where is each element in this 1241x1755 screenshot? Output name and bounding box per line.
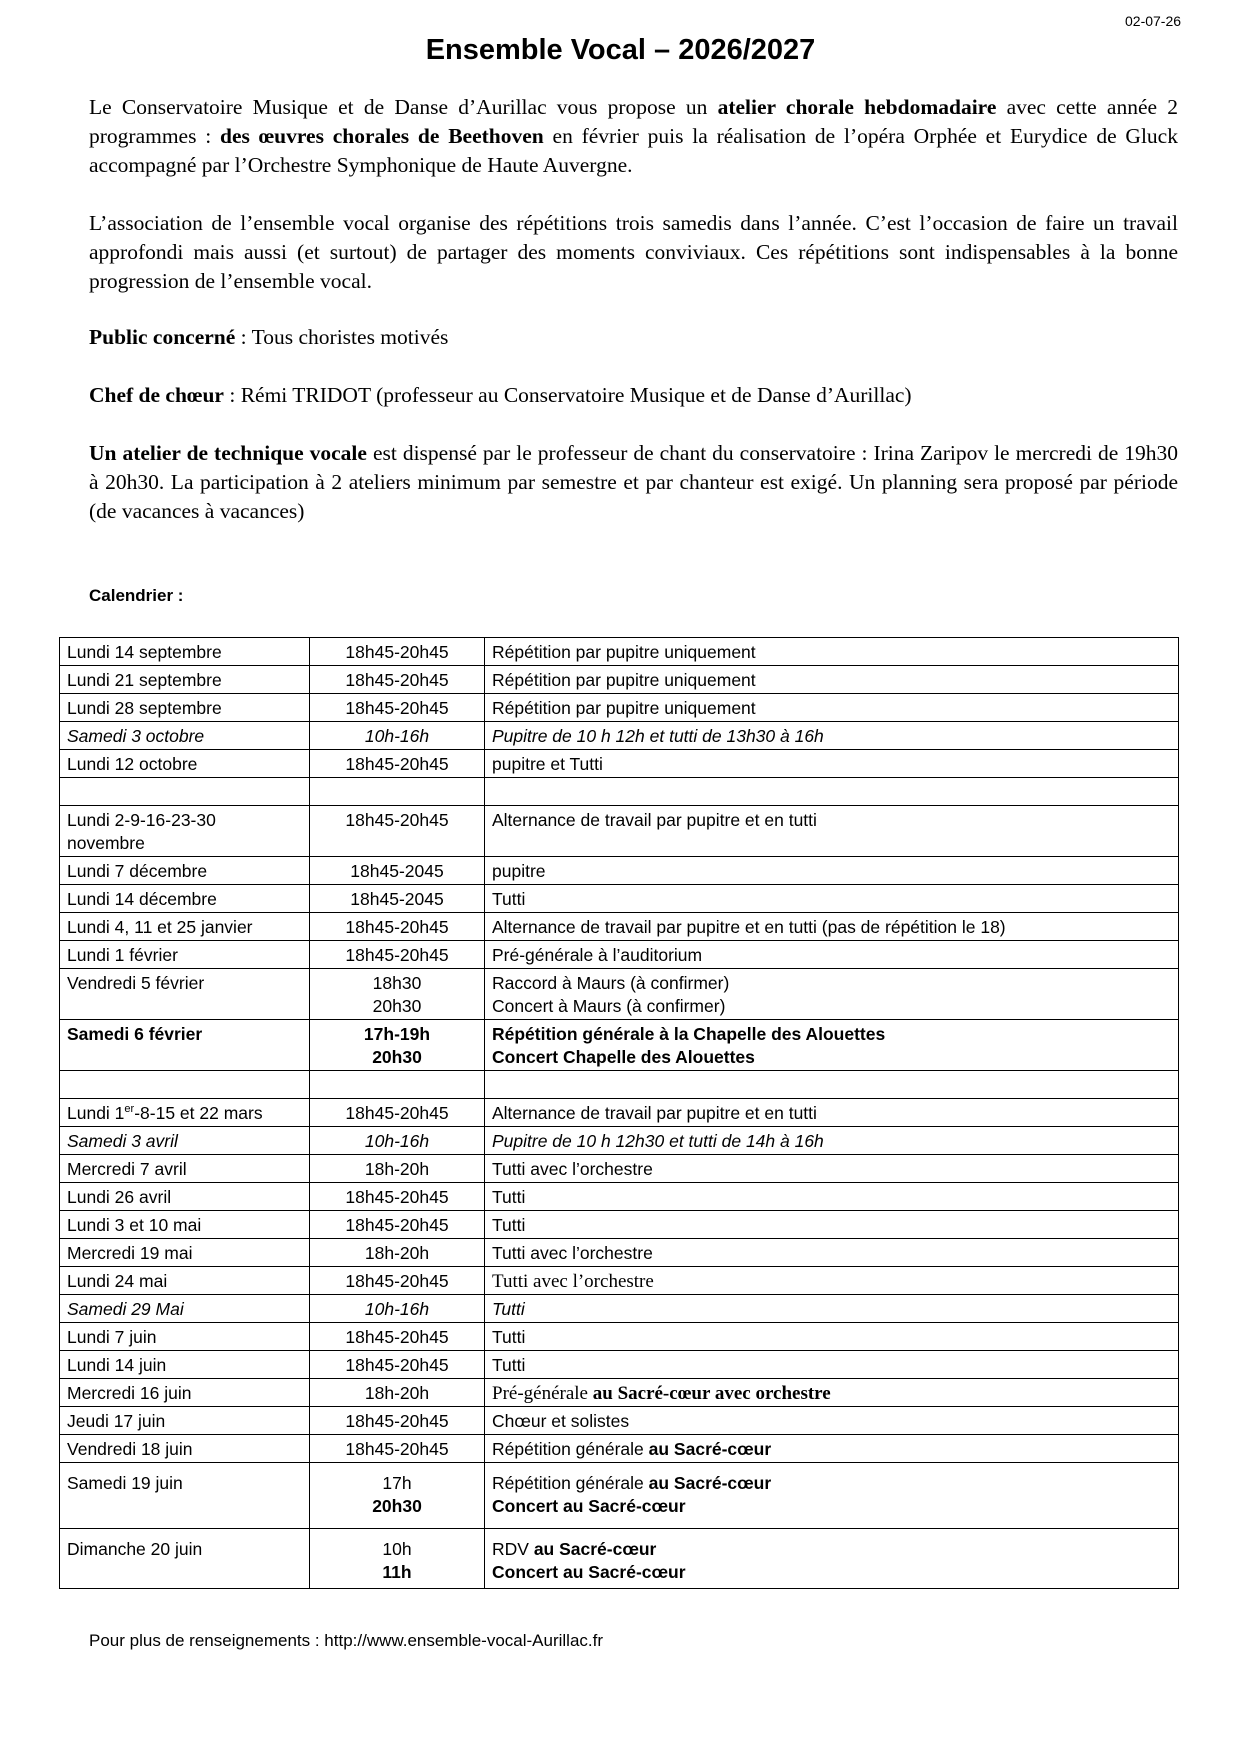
- description-cell: Tutti: [485, 1211, 1179, 1239]
- table-row: [60, 1127, 1179, 1155]
- time-line: 10h: [382, 1539, 412, 1559]
- day-cell: Lundi 7 décembre: [60, 857, 310, 885]
- day-cell: Samedi 29 Mai: [60, 1295, 310, 1323]
- description-cell: Alternance de travail par pupitre et en tutti: [485, 1099, 1179, 1127]
- description-cell: [485, 1463, 1179, 1529]
- empty-cell: [60, 778, 310, 806]
- day-cell: Samedi 19 juin: [60, 1463, 310, 1529]
- table-row: [60, 941, 1179, 969]
- time-cell: 18h45-20h45: [310, 913, 485, 941]
- table-row: [60, 913, 1179, 941]
- association-paragraph: L’association de l’ensemble vocal organise des répétitions trois samedis dans l’année. C’est l’occasion de faire un travail approfondi mais aussi (et surtout) de partager des moments conviviaux. Ces répétitions sont indispensables à la bonne progression de l’ensemble vocal.: [89, 211, 1178, 293]
- day-cell: Lundi 28 septembre: [60, 694, 310, 722]
- description-line: Concert à Maurs (à confirmer): [492, 996, 726, 1016]
- time-line: 20h30: [372, 996, 422, 1016]
- time-cell: 18h-20h: [310, 1155, 485, 1183]
- intro-paragraph: Le Conservatoire Musique et de Danse d’Aurillac vous propose un atelier chorale hebdomadaire avec cette année 2 programmes : des œuvres chorales de Beethoven en février puis la réalisation de l’opéra Orphée et Eurydice de Gluck accompagné par l’Orchestre Symphonique de Haute Auvergne.: [89, 95, 1179, 177]
- day-cell: Mercredi 19 mai: [60, 1239, 310, 1267]
- time-line: 11h: [382, 1562, 412, 1582]
- atelier-paragraph: Un atelier de technique vocale est dispensé par le professeur de chant du conservatoire : Irina Zaripov le mercredi de 19h30 à 20h30. La participation à 2 ateliers minimum par semestre et par chanteur est exigé. Un planning sera proposé par période (de vacances à vacances): [89, 441, 1178, 523]
- day-cell: Lundi 1er-8-15 et 22 mars: [60, 1099, 310, 1127]
- day-cell: Samedi 6 février: [60, 1020, 310, 1071]
- day-cell: Jeudi 17 juin: [60, 1407, 310, 1435]
- time-cell: 18h45-20h45: [310, 1435, 485, 1463]
- chef-paragraph: Chef de chœur : Rémi TRIDOT (professeur au Conservatoire Musique et de Danse d’Aurillac): [89, 383, 912, 407]
- description-cell: Tutti: [485, 885, 1179, 913]
- table-row: [60, 666, 1179, 694]
- table-row: [60, 1379, 1179, 1407]
- time-cell: 18h45-20h45: [310, 1099, 485, 1127]
- table-row: [60, 1435, 1179, 1463]
- day-cell: Lundi 26 avril: [60, 1183, 310, 1211]
- description-line: Concert au Sacré-cœur: [492, 1562, 686, 1582]
- time-cell: 18h45-20h45: [310, 1267, 485, 1295]
- description-cell: Répétition par pupitre uniquement: [485, 638, 1179, 666]
- description-cell: Tutti: [485, 1295, 1179, 1323]
- day-cell: Lundi 14 décembre: [60, 885, 310, 913]
- time-line: 17h: [382, 1473, 412, 1493]
- time-cell: 18h-20h: [310, 1239, 485, 1267]
- time-cell: [310, 1529, 485, 1589]
- day-cell: Lundi 12 octobre: [60, 750, 310, 778]
- table-row: [60, 1183, 1179, 1211]
- time-cell: 18h45-20h45: [310, 666, 485, 694]
- description-cell: Pré-générale à l’auditorium: [485, 941, 1179, 969]
- description-line: Répétition générale au Sacré-cœur: [492, 1473, 772, 1493]
- table-row: [60, 1020, 1179, 1071]
- description-cell: Alternance de travail par pupitre et en tutti: [485, 806, 1179, 857]
- table-row: [60, 722, 1179, 750]
- table-row: [60, 885, 1179, 913]
- description-cell: Tutti: [485, 1183, 1179, 1211]
- table-row: [60, 1323, 1179, 1351]
- day-cell: Mercredi 7 avril: [60, 1155, 310, 1183]
- description-cell: [485, 1020, 1179, 1071]
- day-cell: Samedi 3 avril: [60, 1127, 310, 1155]
- table-row: [60, 806, 1179, 857]
- description-cell: Répétition par pupitre uniquement: [485, 666, 1179, 694]
- day-line: novembre: [67, 833, 145, 853]
- description-cell: pupitre et Tutti: [485, 750, 1179, 778]
- time-cell: 18h45-20h45: [310, 638, 485, 666]
- time-cell: 18h45-20h45: [310, 941, 485, 969]
- table-row: [60, 1463, 1179, 1529]
- time-line: 18h30: [372, 973, 422, 993]
- time-cell: 10h-16h: [310, 722, 485, 750]
- table-row: [60, 969, 1179, 1020]
- time-cell: 18h45-20h45: [310, 1407, 485, 1435]
- table-row: [60, 1155, 1179, 1183]
- table-row: [60, 750, 1179, 778]
- time-cell: 18h45-20h45: [310, 1183, 485, 1211]
- table-row: [60, 1407, 1179, 1435]
- time-cell: 18h45-20h45: [310, 1323, 485, 1351]
- table-row: [60, 857, 1179, 885]
- description-line: Raccord à Maurs (à confirmer): [492, 973, 730, 993]
- table-row: [60, 1295, 1179, 1323]
- description-cell: Répétition générale au Sacré-cœur: [485, 1435, 1179, 1463]
- table-row: [60, 638, 1179, 666]
- description-line: Concert Chapelle des Alouettes: [492, 1047, 755, 1067]
- description-cell: [485, 1529, 1179, 1589]
- description-line: RDV au Sacré-cœur: [492, 1539, 657, 1559]
- time-cell: 18h45-2045: [310, 857, 485, 885]
- spacer-row: [60, 1071, 1179, 1099]
- time-cell: 18h45-20h45: [310, 806, 485, 857]
- day-cell: Vendredi 18 juin: [60, 1435, 310, 1463]
- description-cell: Tutti avec l’orchestre: [485, 1239, 1179, 1267]
- day-cell: Lundi 1 février: [60, 941, 310, 969]
- description-line: Concert au Sacré-cœur: [492, 1496, 686, 1516]
- day-line: Lundi 2-9-16-23-30: [67, 810, 216, 830]
- description-cell: [485, 969, 1179, 1020]
- time-line: 20h30: [372, 1047, 422, 1067]
- day-cell: Lundi 3 et 10 mai: [60, 1211, 310, 1239]
- description-cell: Tutti: [485, 1351, 1179, 1379]
- table-row: [60, 1351, 1179, 1379]
- description-cell: Pupitre de 10 h 12h30 et tutti de 14h à 16h: [485, 1127, 1179, 1155]
- time-cell: 18h45-2045: [310, 885, 485, 913]
- time-cell: 10h-16h: [310, 1127, 485, 1155]
- day-cell: Mercredi 16 juin: [60, 1379, 310, 1407]
- time-cell: [310, 1463, 485, 1529]
- page-title: Ensemble Vocal – 2026/2027: [425, 34, 816, 66]
- table-row: [60, 694, 1179, 722]
- time-cell: 10h-16h: [310, 1295, 485, 1323]
- description-cell: Tutti avec l’orchestre: [485, 1267, 1179, 1295]
- day-cell: Samedi 3 octobre: [60, 722, 310, 750]
- day-cell: Lundi 14 septembre: [60, 638, 310, 666]
- time-cell: 18h-20h: [310, 1379, 485, 1407]
- day-cell: Lundi 24 mai: [60, 1267, 310, 1295]
- footer-info: Pour plus de renseignements : http://www.ensemble-vocal-Aurillac.fr: [89, 1631, 604, 1650]
- calendar-label: Calendrier :: [89, 586, 184, 605]
- table-row: [60, 1239, 1179, 1267]
- time-line: 17h-19h: [363, 1024, 431, 1044]
- day-cell: Lundi 4, 11 et 25 janvier: [60, 913, 310, 941]
- day-cell: Lundi 7 juin: [60, 1323, 310, 1351]
- table-row: [60, 1529, 1179, 1589]
- document-date: 02-07-26: [1125, 13, 1182, 29]
- time-cell: [310, 969, 485, 1020]
- public-paragraph: Public concerné : Tous choristes motivés: [89, 325, 449, 349]
- time-cell: 18h45-20h45: [310, 694, 485, 722]
- description-cell: Tutti: [485, 1323, 1179, 1351]
- description-cell: Répétition par pupitre uniquement: [485, 694, 1179, 722]
- table-row: [60, 1267, 1179, 1295]
- table-row: [60, 1099, 1179, 1127]
- description-cell: Chœur et solistes: [485, 1407, 1179, 1435]
- empty-cell: [485, 1071, 1179, 1099]
- description-cell: Alternance de travail par pupitre et en tutti (pas de répétition le 18): [485, 913, 1179, 941]
- description-cell: Tutti avec l’orchestre: [485, 1155, 1179, 1183]
- day-cell: Vendredi 5 février: [60, 969, 310, 1020]
- spacer-row: [60, 778, 1179, 806]
- empty-cell: [485, 778, 1179, 806]
- day-cell: Lundi 21 septembre: [60, 666, 310, 694]
- empty-cell: [310, 778, 485, 806]
- empty-cell: [60, 1071, 310, 1099]
- time-cell: [310, 1020, 485, 1071]
- time-cell: 18h45-20h45: [310, 1351, 485, 1379]
- time-line: 20h30: [372, 1496, 422, 1516]
- description-cell: Pré-générale au Sacré-cœur avec orchestre: [485, 1379, 1179, 1407]
- description-cell: pupitre: [485, 857, 1179, 885]
- day-cell: Dimanche 20 juin: [60, 1529, 310, 1589]
- description-line: Répétition générale à la Chapelle des Alouettes: [492, 1024, 886, 1044]
- empty-cell: [310, 1071, 485, 1099]
- calendar-table: [59, 637, 1179, 1589]
- table-row: [60, 1211, 1179, 1239]
- description-cell: Pupitre de 10 h 12h et tutti de 13h30 à 16h: [485, 722, 1179, 750]
- day-cell: Lundi 14 juin: [60, 1351, 310, 1379]
- time-cell: 18h45-20h45: [310, 1211, 485, 1239]
- time-cell: 18h45-20h45: [310, 750, 485, 778]
- day-cell: [60, 806, 310, 857]
